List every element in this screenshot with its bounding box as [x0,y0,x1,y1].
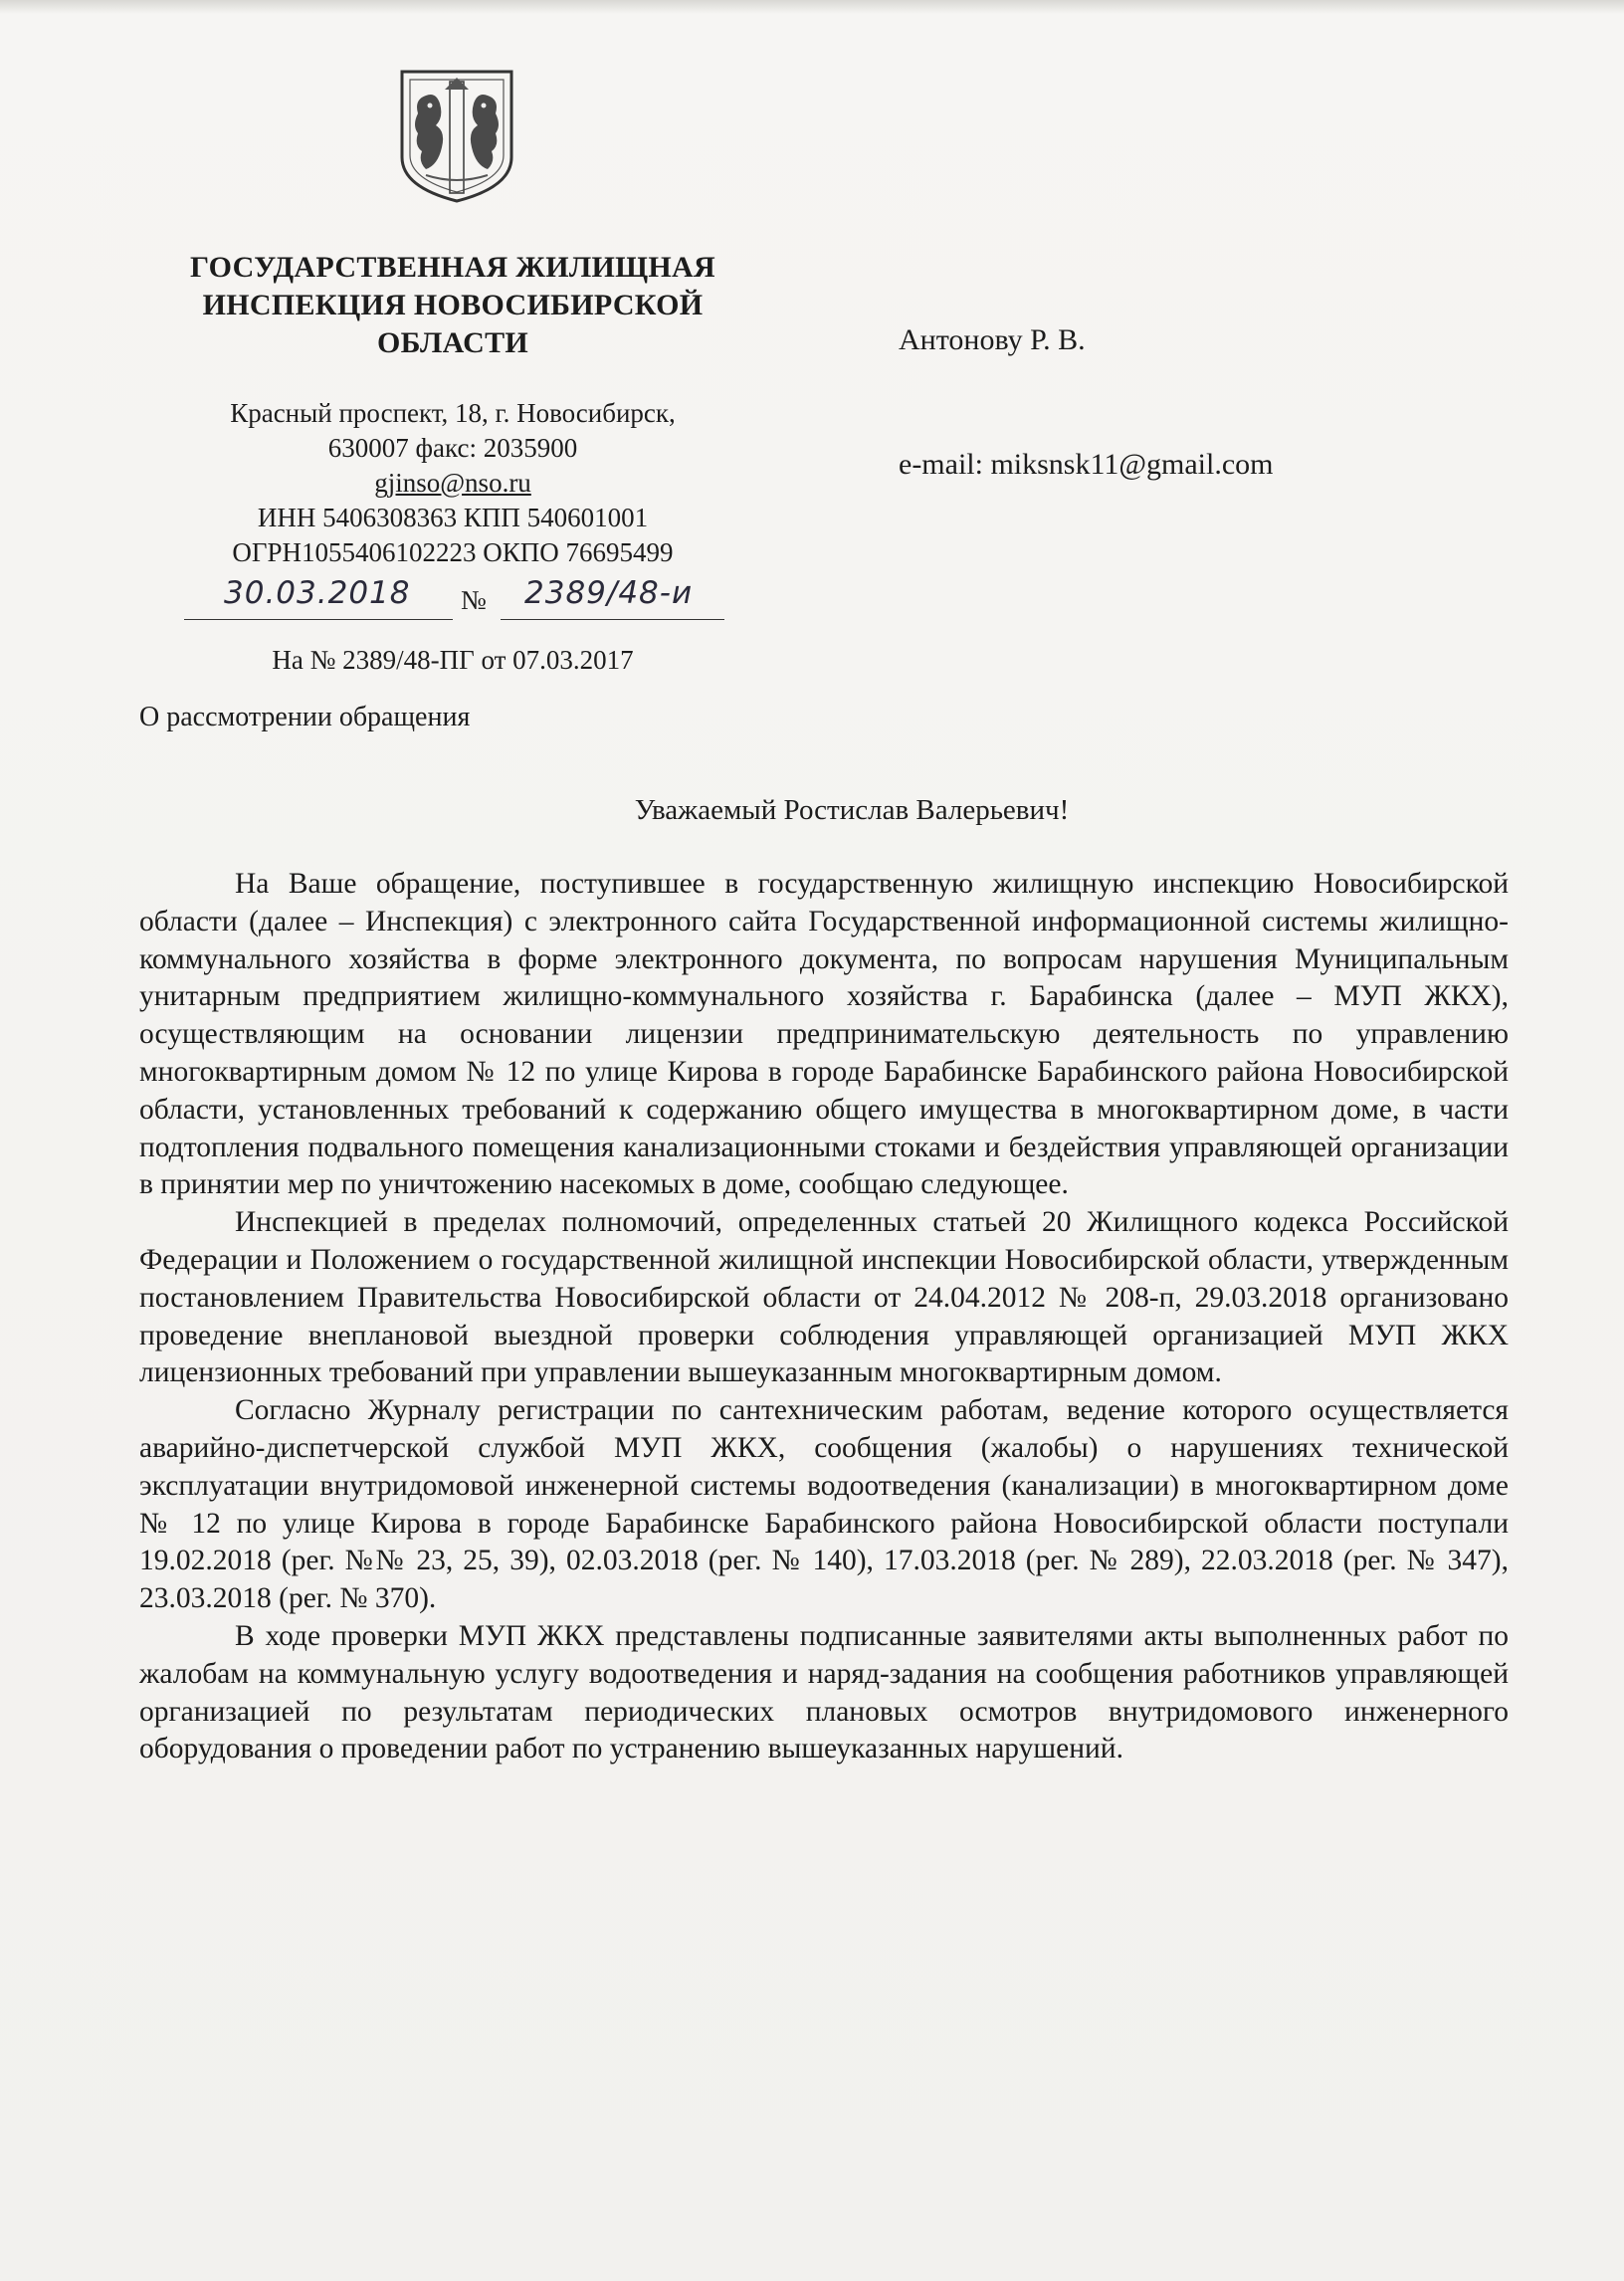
body-paragraph-2: Инспекцией в пределах полномочий, определенных статьей 20 Жилищного кодекса Российской Федерации и Положением о государственной жилищной инспекции Новосибирской области, утвержденным постановлением Правительства Новосибирской области от 24.04.2012 № 208-п, 29.03.2018 организовано проведение внеплановой выездной проверки соблюдения управляющей организацией МУП ЖКХ лицензионных требований при управлении вышеуказанным многоквартирным домом. [139,1206,1509,1389]
coat-of-arms-icon [396,66,517,205]
recipient-name: Антонову Р. В. [899,323,1086,356]
registration-number: 2389/48-и [524,575,694,611]
letter-greeting: Уважаемый Ростислав Валерьевич! [634,794,1070,826]
address-line-1: Красный проспект, 18, г. Новосибирск, [230,398,676,428]
letter-subject: О рассмотрении обращения [139,702,471,732]
org-name-line-3: ОБЛАСТИ [376,326,529,359]
registration-date-field [184,577,453,620]
org-name-line-1: ГОСУДАРСТВЕННАЯ ЖИЛИЩНАЯ [190,251,715,284]
number-label: № [461,585,487,615]
scan-edge-shadow [0,0,1624,14]
org-name-line-2: ИНСПЕКЦИЯ НОВОСИБИРСКОЙ [202,289,704,321]
body-paragraph-3: Согласно Журналу регистрации по сантехническим работам, ведение которого осуществляется аварийно-диспетчерской службой МУП ЖКХ, сообщения (жалобы) о нарушениях технической эксплуатации внутридомовой инженерной системы водоотведения (канализации) в многоквартирном доме № 12 по улице Кирова в городе Барабинске Барабинского района Новосибирской области поступали 19.02.2018 (рег. №№ 23, 25, 39), 02.03.2018 (рег. № 140), 17.03.2018 (рег. № 289), 22.03.2018 (рег. № 347), 23.03.2018 (рег. № 370). [139,1394,1509,1615]
body-paragraph-4: В ходе проверки МУП ЖКХ представлены подписанные заявителями акты выполненных работ по жалобам на коммунальную услугу водоотведения и наряд-задания на сообщения работников управляющей организацией по результатам периодических плановых осмотров внутридомового инженерного оборудования о проведении работ по устранению вышеуказанных нарушений. [139,1619,1509,1765]
reply-to-reference: На № 2389/48-ПГ от 07.03.2017 [272,645,634,675]
body-paragraph-1: На Ваше обращение, поступившее в государственную жилищную инспекцию Новосибирской области (далее – Инспекция) с электронного сайта Государственной информационной системы жилищно-коммунального хозяйства в форме электронного документа, по вопросам нарушения Муниципальным унитарным предприятием жилищно-коммунального хозяйства г. Барабинска (далее – МУП ЖКХ), осуществляющим на основании лицензии предпринимательскую деятельность по управлению многоквартирным домом № 12 по улице Кирова в городе Барабинске Барабинского района Новосибирской области, установленных требований к содержанию общего имущества в многоквартирном доме, в части подтопления подвального помещения канализационными стоками и бездействия управляющей организации в принятии мер по уничтожению насекомых в доме, сообщаю следующее. [139,868,1509,1201]
organization-contacts [159,396,746,570]
ogrn-okpo: ОГРН1055406102223 ОКПО 76695499 [232,537,674,567]
registration-date: 30.03.2018 [224,575,411,611]
recipient-email: e-mail: miksnsk11@gmail.com [899,448,1274,481]
registration-line [184,577,726,621]
inn-kpp: ИНН 5406308363 КПП 540601001 [257,503,649,532]
letter-body [139,866,1509,1768]
organization-name [159,249,746,362]
address-line-2: 630007 факс: 2035900 [327,433,578,463]
organization-email-link[interactable]: gjinso@nso.ru [374,468,531,498]
registration-number-field [501,577,724,620]
